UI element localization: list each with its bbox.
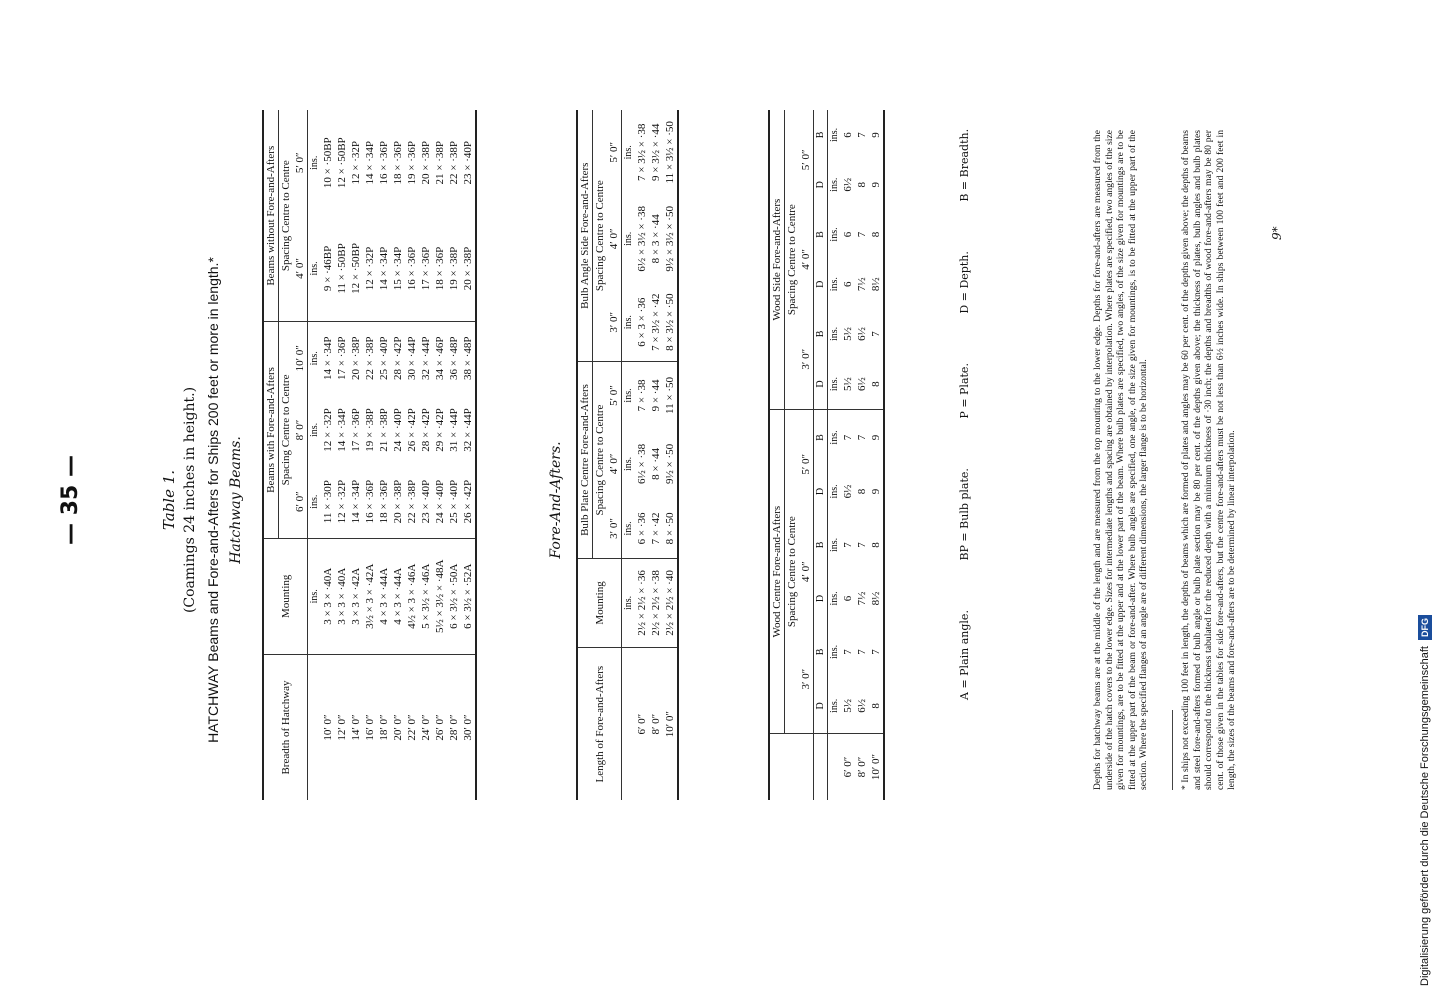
unit-label: ins.	[623, 145, 634, 160]
value-cell: 18 × ·36P	[434, 246, 446, 291]
mounting-cell: 3 × 3 × ·40A	[335, 538, 349, 654]
value-cell: 7	[856, 542, 868, 548]
value-cell: 19 × ·38P	[448, 246, 460, 291]
spacing-value: 6′ 0″	[293, 466, 308, 538]
breadth-header: B	[814, 309, 828, 359]
value-cell: 21 × ·38P	[378, 408, 390, 452]
value-cell: 34 × ·46P	[433, 322, 447, 394]
col-breadth: Breadth of Hatchway	[263, 655, 308, 800]
table-row	[461, 110, 476, 800]
value-cell: 25 × ·40P	[377, 322, 391, 394]
value-cell: 5½	[842, 698, 854, 713]
breadth-header: B	[814, 410, 828, 465]
breadth-header: B	[814, 210, 828, 260]
value-cell: 8	[856, 488, 868, 495]
value-cell: 17 × ·36P	[350, 408, 362, 452]
spacing-with: Spacing Centre to Centre	[279, 322, 294, 538]
value-cell: 8½	[870, 591, 882, 606]
value-cell: 9½ × 3½ × ·50	[664, 206, 676, 272]
value-cell: 5½	[842, 327, 854, 341]
length-cell: 10′ 0″	[663, 648, 678, 800]
depth-header: D	[814, 572, 828, 626]
table-row	[869, 110, 884, 800]
value-cell: 24 × ·40P	[392, 408, 404, 452]
value-cell: 38 × ·48P	[461, 322, 476, 394]
value-cell: 12 × ·50BP	[336, 137, 348, 189]
value-cell: 6	[842, 231, 854, 238]
spacing-value: 5′ 0″	[607, 110, 622, 195]
spacing-value: 5′ 0″	[799, 110, 814, 210]
spacing-value: 4′ 0″	[607, 195, 622, 283]
legend-item: P = Plate.	[958, 363, 971, 419]
unit-label: ins.	[829, 644, 840, 660]
spacing-side: Spacing Centre to Centre	[786, 204, 798, 316]
value-cell: 23 × ·40P	[420, 479, 432, 524]
value-cell: 10 × ·50BP	[322, 137, 334, 189]
dfg-credit	[1414, 14, 1434, 986]
value-cell: 9	[870, 488, 882, 495]
value-cell: 23 × ·40P	[462, 141, 474, 185]
value-cell: 11 × ·50	[663, 362, 678, 429]
unit-label: ins.	[829, 326, 840, 342]
length-cell: 8′ 0″	[649, 648, 663, 800]
depth-header: D	[814, 160, 828, 210]
length-cell: 8′ 0″	[855, 734, 869, 801]
col-length: Length of Fore-and-Afters	[577, 648, 622, 800]
spacing-value: 4′ 0″	[607, 429, 622, 500]
value-cell: 30 × ·44P	[405, 322, 419, 394]
value-cell: 15 × ·34P	[392, 246, 404, 291]
breadth-cell: 14′ 0″	[349, 655, 363, 800]
unit-label: ins.	[829, 177, 840, 192]
mounting-cell: 4 × 3 × ·44A	[377, 538, 391, 654]
value-cell: 7	[856, 649, 868, 655]
value-cell: 6½ × 3½ × ·38	[636, 206, 648, 272]
breadth-cell: 12′ 0″	[335, 655, 349, 800]
length-cell: 6′ 0″	[635, 648, 649, 800]
value-cell: 7	[870, 649, 882, 655]
unit-label: ins.	[623, 521, 634, 536]
value-cell: 7	[856, 231, 868, 238]
breadth-cell: 10′ 0″	[321, 655, 335, 800]
abbreviation-legend	[958, 83, 971, 700]
value-cell: 9 × 3½ × ·44	[650, 123, 662, 181]
value-cell: 9 × ·46BP	[322, 245, 334, 292]
spacing-plate: Spacing Centre to Centre	[593, 362, 608, 558]
value-cell: 6 × ·36	[636, 512, 648, 545]
value-cell: 7½	[856, 591, 868, 606]
value-cell: 28 × ·42P	[391, 322, 405, 394]
unit-label: ins.	[828, 410, 842, 465]
value-cell: 8	[870, 542, 882, 548]
value-cell: 14 × ·34P	[378, 246, 390, 291]
unit-label: ins.	[309, 261, 320, 276]
unit-label: ins.	[829, 376, 840, 392]
table-row	[841, 110, 855, 800]
value-cell: 9½ × ·50	[664, 443, 676, 484]
col-wood-centre: Wood Centre Fore-and-Afters	[769, 410, 785, 734]
spacing-value: 4′ 0″	[799, 518, 814, 625]
value-cell: 7	[855, 410, 869, 465]
table-row	[663, 110, 678, 800]
spacing-value: 4′ 0″	[799, 210, 814, 309]
mounting-cell: 2½ × 2½ × ·36	[635, 558, 649, 648]
value-cell: 8½	[870, 277, 882, 292]
page-number: — 35 —	[58, 455, 83, 545]
value-cell: 24 × ·40P	[434, 479, 446, 524]
value-cell: 8 × 3½ × ·50	[664, 293, 676, 351]
value-cell: 5½	[842, 377, 854, 391]
mounting-cell: 3 × 3 × ·42A	[349, 538, 363, 654]
value-cell: 14 × ·34P	[364, 141, 376, 185]
value-cell: 12 × ·50BP	[350, 243, 362, 294]
spacing-value: 3′ 0″	[799, 625, 814, 733]
value-cell: 18 × ·36P	[392, 141, 404, 185]
spacing-angle: Spacing Centre to Centre	[594, 180, 606, 292]
value-cell: 19 × ·36P	[406, 141, 418, 185]
value-cell: 6½	[842, 177, 854, 192]
table-row	[447, 110, 461, 800]
col-wood-side: Wood Side Fore-and-Afters	[769, 110, 785, 410]
value-cell: 12 × ·32P	[336, 479, 348, 524]
value-cell: 7	[842, 542, 854, 548]
unit-label: ins.	[829, 698, 840, 713]
spacing-without: Spacing Centre to Centre	[280, 160, 292, 272]
legend-item: B = Breadth.	[958, 128, 971, 202]
value-cell: 6½	[842, 484, 854, 499]
unit-label: ins.	[309, 155, 320, 170]
breadth-header: B	[814, 625, 828, 679]
unit-label: ins.	[309, 494, 320, 509]
value-cell: 21 × ·38P	[434, 141, 446, 185]
unit-label: ins.	[623, 231, 634, 246]
spacing-value: 5′ 0″	[607, 362, 622, 429]
header-cell	[814, 734, 828, 801]
breadth-cell: 26′ 0″	[433, 655, 447, 800]
value-cell: 18 × ·36P	[378, 479, 390, 524]
value-cell: 14 × ·34P	[350, 479, 362, 524]
wood-fore-and-afters-table	[768, 110, 885, 800]
table-row	[635, 110, 649, 800]
spacing-value: 8′ 0″	[293, 394, 308, 466]
unit-label: ins.	[829, 537, 840, 553]
value-cell: 12 × ·32P	[364, 246, 376, 291]
dfg-credit-text: Digitalisierung gefördert durch die Deutsche Forschungsgemeinschaft	[1419, 646, 1431, 986]
coamings-note: (Coamings 24 inches in height.)	[182, 386, 198, 614]
value-cell: 8 × ·44	[650, 447, 662, 480]
spacing-value: 10′ 0″	[293, 322, 308, 394]
value-cell: 16 × ·36P	[364, 479, 376, 524]
mounting-cell: 6 × 3½ × ·52A	[461, 538, 476, 654]
unit-label: ins.	[308, 322, 322, 394]
value-cell: 7 × 3½ × ·38	[636, 123, 648, 181]
value-cell: 6½	[856, 377, 868, 391]
mounting-cell: 3½ × 3 × ·42A	[363, 538, 377, 654]
value-cell: 8 × 3 × ·44	[650, 214, 662, 264]
value-cell: 20 × ·38P	[420, 141, 432, 185]
value-cell: 16 × ·36P	[406, 246, 418, 291]
spacing-value: 5′ 0″	[799, 410, 814, 518]
value-cell: 22 × ·38P	[406, 479, 418, 524]
mounting-cell: 3 × 3 × ·40A	[321, 538, 335, 654]
value-cell: 32 × ·44P	[462, 408, 474, 452]
value-cell: 12 × ·32P	[350, 141, 362, 185]
value-cell: 22 × ·38P	[448, 141, 460, 185]
table-row	[335, 110, 349, 800]
depth-header: D	[814, 259, 828, 309]
value-cell: 6 × 3 × ·36	[636, 297, 648, 347]
value-cell: 7½	[856, 277, 868, 292]
value-cell: 26 × ·42P	[406, 408, 418, 452]
value-cell: 32 × ·44P	[419, 322, 433, 394]
table-row	[419, 110, 433, 800]
unit-label	[622, 648, 636, 800]
depth-header: D	[814, 465, 828, 519]
table-label: Table 1.	[160, 469, 178, 531]
legend-item: A = Plain angle.	[958, 610, 971, 700]
spacing-value: 3′ 0″	[607, 283, 622, 362]
value-cell: 26 × ·42P	[462, 479, 474, 524]
value-cell: 8	[870, 703, 882, 709]
length-cell: 10′ 0″	[869, 734, 884, 801]
table-row	[391, 110, 405, 800]
breadth-header: B	[814, 110, 828, 160]
value-cell: 8 × ·50	[664, 512, 676, 545]
col-beams-without: Beams without Fore-and-Afters	[263, 110, 279, 322]
value-cell: 6½	[856, 327, 868, 341]
col-mounting: Mounting	[263, 538, 308, 654]
mounting-cell: 5 × 3½ × ·46A	[419, 538, 433, 654]
fore-and-afters-heading: Fore-And-Afters.	[548, 441, 564, 559]
col-mounting: Mounting	[577, 558, 622, 648]
unit-label: ins.	[622, 362, 636, 429]
value-cell: 17 × ·36P	[335, 322, 349, 394]
notes-paragraph: Depths for hatchway beams are at the middle of the length and are measured from the top mounting to the lower edge. Depths for fore-and-afters are measured from the underside of the hatch covers to the lower edge. Sizes for intermediate lengths and spacing are obtained by interpolation. Where plates are specified, two angles of the size given for mountings, are to be fitted at the upper and at the lower part of the beam. Where bulb plates are specified, two angles, of the size given for mountings are to be fitted at the upper part of the beam or fore-and-after. Where bulb angles are specified, one angle, of the size given for mountings, is to be fitted at the upper part of the section. Where the specified flanges of an angle are of different dimensions, the larger flange is to be horizontal.	[1092, 130, 1149, 790]
depth-header: D	[814, 359, 828, 410]
fore-and-afters-table	[576, 110, 679, 800]
table-row	[433, 110, 447, 800]
value-cell: 20 × ·38P	[462, 246, 474, 291]
spacing-value: 3′ 0″	[799, 309, 814, 410]
table-row	[405, 110, 419, 800]
spacing-value: 4′ 0″	[293, 216, 308, 322]
mounting-cell: 6 × 3½ × ·50A	[447, 538, 461, 654]
footnote-rule	[1172, 710, 1173, 790]
value-cell: 25 × ·40P	[448, 479, 460, 524]
signature-mark: 9*	[1270, 226, 1284, 240]
value-cell: 14 × ·34P	[321, 322, 335, 394]
value-cell: 7 × ·38	[635, 362, 649, 429]
table-row	[321, 110, 335, 800]
value-cell: 7	[856, 132, 868, 138]
value-cell: 6	[842, 281, 854, 287]
value-cell: 9 × ·44	[649, 362, 663, 429]
breadth-cell: 20′ 0″	[391, 655, 405, 800]
breadth-cell: 18′ 0″	[377, 655, 391, 800]
mounting-cell: 5½ × 3½ × ·48A	[433, 538, 447, 654]
mounting-cell: 4 × 3 × ·44A	[391, 538, 405, 654]
value-cell: 31 × ·44P	[448, 408, 460, 452]
value-cell: 7	[870, 331, 882, 337]
value-cell: 9	[869, 410, 884, 465]
mounting-cell: 2½ × 2½ × ·38	[649, 558, 663, 648]
hatchway-beams-table	[262, 110, 477, 800]
value-cell: 7	[842, 649, 854, 655]
unit-label: ins.	[829, 227, 840, 242]
value-cell: 8	[856, 182, 868, 188]
value-cell: 6½ × ·38	[636, 443, 648, 484]
value-cell: 19 × ·38P	[364, 408, 376, 452]
spacing-centre: Spacing Centre to Centre	[785, 410, 800, 734]
value-cell: 17 × ·36P	[420, 246, 432, 291]
value-cell: 29 × ·42P	[434, 408, 446, 452]
table-row	[349, 110, 363, 800]
value-cell: 8	[870, 381, 882, 387]
table-row	[377, 110, 391, 800]
unit-label: ins.	[829, 591, 840, 606]
value-cell: 8	[870, 231, 882, 238]
value-cell: 6	[842, 595, 854, 602]
unit-label: ins.	[309, 422, 320, 438]
breadth-header: B	[814, 518, 828, 572]
mounting-cell: 4½ × 3 × ·46A	[405, 538, 419, 654]
unit-label: ins.	[308, 538, 322, 654]
breadth-cell: 28′ 0″	[447, 655, 461, 800]
table-row	[649, 110, 663, 800]
value-cell: 6½	[856, 698, 868, 713]
table-heading: HATCHWAY Beams and Fore-and-Afters for Ships 200 feet or more in length.*	[205, 257, 221, 743]
value-cell: 11 × 3½ × ·50	[664, 121, 676, 184]
unit-label: ins.	[829, 277, 840, 292]
unit-label: ins.	[829, 484, 840, 499]
breadth-cell: 24′ 0″	[419, 655, 433, 800]
unit-label	[828, 734, 842, 801]
spacing-value: 3′ 0″	[607, 499, 622, 558]
unit-label: ins.	[829, 127, 840, 143]
table-row	[363, 110, 377, 800]
value-cell: 9	[870, 182, 882, 188]
unit-label: ins.	[623, 315, 634, 330]
legend-item: D = Depth.	[958, 251, 971, 314]
value-cell: 11 × ·30P	[322, 480, 334, 524]
value-cell: 22 × ·38P	[363, 322, 377, 394]
breadth-cell: 16′ 0″	[363, 655, 377, 800]
dfg-logo: DFG	[1418, 615, 1432, 640]
footnote: * In ships not exceeding 100 feet in length, the depths of beams which are formed of plates and angles may be 60 per cent. of the depths given above; the depths of beams and steel fore-and-afters formed of bulb angle or bulb plate section may be 80 per cent. of the depths given above; the thickness of plates, bulb angles and bulb plates should correspond to the thickness tabulated for the reduced depth with a minimum thickness of ·30 inch; the depths and breadths of wood fore-and-afters may be 80 per cent. of those given in the tables for side fore-and-afters, but the centre fore-and-afters must be not less than 6½ inches wide. In ships between 100 feet and 200 feet in length, the sizes of the beams and fore-and-afters are to be determined by linear interpolation.	[1180, 130, 1237, 790]
unit-label: ins.	[622, 558, 636, 648]
value-cell: 12 × ·32P	[322, 408, 334, 452]
value-cell: 7	[841, 410, 855, 465]
value-cell: 14 × ·34P	[336, 408, 348, 452]
value-cell: 20 × ·38P	[349, 322, 363, 394]
length-cell: 6′ 0″	[841, 734, 855, 801]
col-beams-with: Beams with Fore-and-Afters	[263, 322, 279, 538]
hatchway-beams-heading: Hatchway Beams.	[228, 436, 244, 564]
value-cell: 6	[842, 132, 854, 138]
value-cell: 16 × ·36P	[378, 141, 390, 185]
value-cell: 7 × ·42	[650, 512, 662, 545]
value-cell: 20 × ·38P	[392, 479, 404, 524]
value-cell: 11 × ·50BP	[336, 243, 348, 294]
breadth-cell: 22′ 0″	[405, 655, 419, 800]
value-cell: 36 × ·48P	[447, 322, 461, 394]
col-bulb-plate: Bulb Plate Centre Fore-and-Afters	[577, 362, 593, 558]
unit-label: ins.	[623, 456, 634, 472]
mounting-cell: 2½ × 2½ × ·40	[663, 558, 678, 648]
spacing-value: 5′ 0″	[293, 110, 308, 216]
table-row	[855, 110, 869, 800]
legend-item: BP = Bulb plate.	[958, 468, 971, 561]
depth-header: D	[814, 679, 828, 734]
value-cell: 7 × 3½ × ·42	[650, 293, 662, 351]
breadth-cell: 30′ 0″	[461, 655, 476, 800]
value-cell: 28 × ·42P	[420, 408, 432, 452]
col-bulb-angle: Bulb Angle Side Fore-and-Afters	[577, 110, 593, 362]
value-cell: 9	[870, 132, 882, 138]
